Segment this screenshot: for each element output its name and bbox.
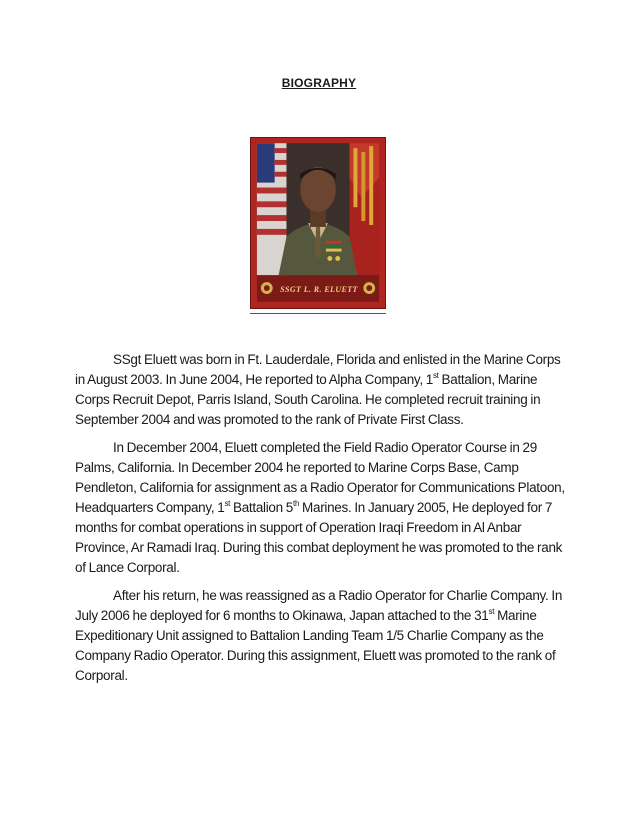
paragraph xyxy=(75,438,567,578)
superscript: st xyxy=(488,607,495,616)
superscript: st xyxy=(432,371,439,380)
portrait-caption: SSGT L. R. ELUETT xyxy=(275,281,363,298)
biography-body xyxy=(75,350,567,694)
text-run: Marine Expeditionary Unit assigned to Battalion Landing Team 1/5 Charlie Company as the Company Radio Operator. During this assignment, Eluett was promoted to the rank of Corporal. xyxy=(75,608,556,683)
text-run: Battalion, Marine Corps Recruit Depot, Parris Island, South Carolina. He completed recruit training in September 2004 and was promoted to the rank of Private First Class. xyxy=(75,372,541,427)
marine-corps-flag-icon xyxy=(350,143,380,275)
eagle-globe-anchor-icon xyxy=(363,282,375,294)
eagle-globe-anchor-icon xyxy=(261,282,273,294)
text-run: SSgt Eluett was born in Ft. Lauderdale, Florida and enlisted in the Marine Corps in August 2003. In June 2004, He reported to Alpha Company, 1 xyxy=(75,352,561,387)
text-run: Marines. In January 2005, He deployed for 7 months for combat operations in support of Operation Iraqi Freedom in Al Anbar Province, Ar Ramadi Iraq. During this combat deployment he was promoted to the rank of Lance Corporal. xyxy=(75,500,563,575)
paragraph xyxy=(75,586,567,686)
portrait-photo xyxy=(250,137,386,309)
superscript: st xyxy=(224,499,231,508)
page-title: BIOGRAPHY xyxy=(281,76,357,90)
us-flag-icon xyxy=(257,143,287,275)
superscript: th xyxy=(293,499,300,508)
text-run: Battalion 5 xyxy=(230,500,294,515)
text-run: In December 2004, Eluett completed the Field Radio Operator Course in 29 Palms, California. In December 2004 he reported to Marine Corps Base, Camp Pendleton, California for assignment as a Radio Operator for Communications Platoon, Headquarters Company, 1 xyxy=(75,440,565,515)
divider xyxy=(250,313,386,314)
text-run: After his return, he was reassigned as a Radio Operator for Charlie Company. In July 2006 he deployed for 6 months to Okinawa, Japan attached to the 31 xyxy=(75,588,563,623)
paragraph xyxy=(75,350,567,430)
